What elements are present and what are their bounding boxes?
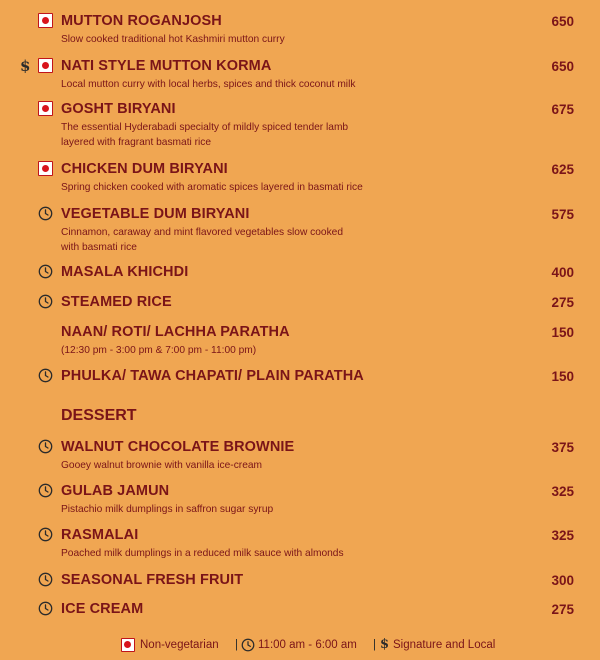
legend (0, 636, 600, 656)
item-description: Slow cooked traditional hot Kashmiri mutton curry (61, 34, 285, 45)
item-price: 650 (551, 14, 574, 29)
menu-item (0, 56, 600, 92)
legend-separator: | (373, 639, 376, 651)
item-name: PHULKA/ TAWA CHAPATI/ PLAIN PARATHA (61, 368, 364, 384)
clock-icon (38, 368, 53, 383)
clock-icon (38, 572, 53, 587)
item-description: The essential Hyderabadi specialty of mildly spiced tender lamb layered with fragrant basmati rice (61, 122, 349, 148)
non-veg-icon (121, 638, 135, 652)
item-name: MUTTON ROGANJOSH (61, 13, 222, 29)
item-name: NATI STYLE MUTTON KORMA (61, 58, 272, 74)
item-price: 325 (551, 484, 574, 499)
item-name: NAAN/ ROTI/ LACHHA PARATHA (61, 324, 290, 340)
item-price: 575 (551, 207, 574, 222)
clock-icon (38, 483, 53, 498)
item-description: Local mutton curry with local herbs, spices and thick coconut milk (61, 79, 356, 90)
item-name: GULAB JAMUN (61, 483, 170, 499)
item-price: 325 (551, 528, 574, 543)
item-name: GOSHT BIRYANI (61, 101, 176, 117)
clock-icon (38, 264, 53, 279)
dessert-heading: DESSERT (61, 407, 137, 424)
menu-item (0, 366, 600, 386)
item-name: VEGETABLE DUM BIRYANI (61, 206, 250, 222)
item-price: 675 (551, 102, 574, 117)
non-veg-icon (38, 101, 53, 116)
menu-item (0, 11, 600, 47)
menu-item (0, 322, 600, 358)
legend-time-label: 11:00 am - 6:00 am (258, 639, 357, 651)
non-veg-icon (38, 58, 53, 73)
menu-item (0, 525, 600, 561)
item-description: (12:30 pm - 3:00 pm & 7:00 pm - 11:00 pm) (61, 345, 257, 356)
item-name: RASMALAI (61, 527, 139, 543)
item-description: Gooey walnut brownie with vanilla ice-cream (61, 460, 263, 471)
menu-item (0, 437, 600, 473)
clock-icon (38, 206, 53, 221)
item-price: 150 (551, 369, 574, 384)
clock-icon (38, 294, 53, 309)
menu-item (0, 159, 600, 195)
non-veg-icon (38, 161, 53, 176)
item-description: Cinnamon, caraway and mint flavored vegetables slow cooked with basmati rice (61, 227, 344, 253)
clock-icon (38, 527, 53, 542)
item-name: MASALA KHICHDI (61, 264, 189, 280)
signature-icon: $ (20, 57, 31, 75)
item-name: ICE CREAM (61, 601, 144, 617)
legend-signature-label: Signature and Local (393, 639, 496, 651)
signature-icon: $ (380, 637, 390, 652)
menu-item (0, 292, 600, 312)
item-name: STEAMED RICE (61, 294, 172, 310)
clock-icon (241, 638, 255, 652)
clock-icon (38, 439, 53, 454)
item-description: Spring chicken cooked with aromatic spices layered in basmati rice (61, 182, 363, 193)
menu-item (0, 262, 600, 282)
item-price: 625 (551, 162, 574, 177)
item-price: 375 (551, 440, 574, 455)
menu-item (0, 599, 600, 619)
item-price: 275 (551, 295, 574, 310)
non-veg-icon (38, 13, 53, 28)
item-price: 300 (551, 573, 574, 588)
item-price: 650 (551, 59, 574, 74)
menu-item (0, 570, 600, 590)
menu-item (0, 481, 600, 517)
legend-nonveg-label: Non-vegetarian (140, 639, 219, 651)
legend-separator: | (235, 639, 238, 651)
item-description: Pistachio milk dumplings in saffron sugar syrup (61, 504, 274, 515)
item-name: CHICKEN DUM BIRYANI (61, 161, 228, 177)
item-name: SEASONAL FRESH FRUIT (61, 572, 244, 588)
item-description: Poached milk dumplings in a reduced milk sauce with almonds (61, 548, 344, 559)
menu-item (0, 204, 600, 255)
item-name: WALNUT CHOCOLATE BROWNIE (61, 439, 295, 455)
item-price: 400 (551, 265, 574, 280)
item-price: 275 (551, 602, 574, 617)
clock-icon (38, 601, 53, 616)
item-price: 150 (551, 325, 574, 340)
menu-item (0, 99, 600, 150)
